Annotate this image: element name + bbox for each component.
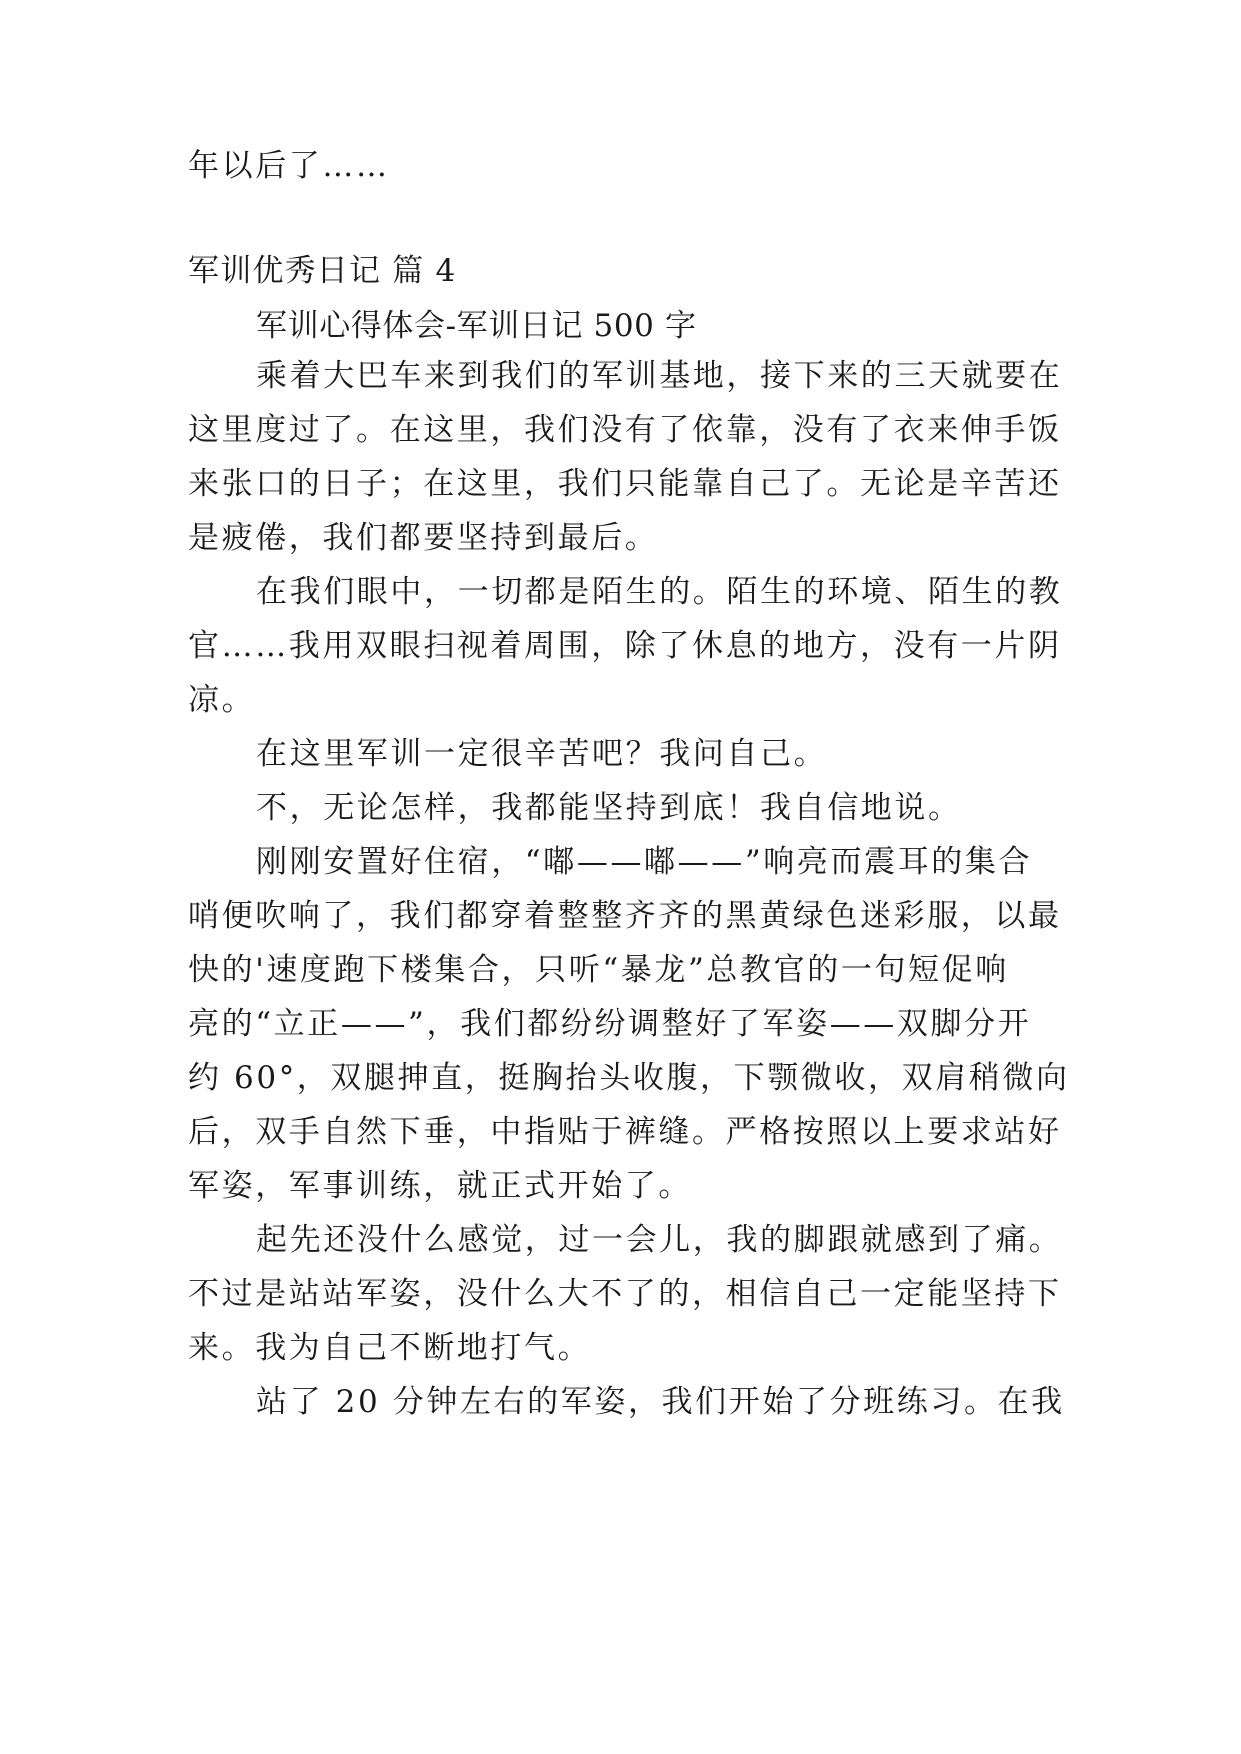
paragraph-line: 官……我用双眼扫视着周围，除了休息的地方，没有一片阴 <box>188 628 1062 664</box>
paragraph-line: 来。我为自己不断地打气。 <box>188 1330 592 1366</box>
paragraph-line: 约 60°，双腿抻直，挺胸抬头收腹，下颚微收，双肩稍微向 <box>188 1060 1070 1096</box>
continuation-line: 年以后了…… <box>188 148 390 184</box>
paragraph-line: 快的'速度跑下楼集合，只听“暴龙”总教官的一句短促响 <box>188 952 1009 988</box>
paragraph-line: 站了 20 分钟左右的军姿，我们开始了分班练习。在我 <box>256 1384 1065 1420</box>
paragraph-line: 是疲倦，我们都要坚持到最后。 <box>188 520 659 556</box>
paragraph-line: 不过是站站军姿，没什么大不了的，相信自己一定能坚持下 <box>188 1276 1062 1312</box>
paragraph-line: 乘着大巴车来到我们的军训基地，接下来的三天就要在 <box>256 358 1063 394</box>
paragraph-line: 在这里军训一定很辛苦吧？我问自己。 <box>256 736 828 772</box>
paragraph-line: 刚刚安置好住宿，“嘟——嘟——”响亮而震耳的集合 <box>256 844 1033 880</box>
section-subtitle: 军训心得体会-军训日记 500 字 <box>256 308 697 344</box>
paragraph-line: 后，双手自然下垂，中指贴于裤缝。严格按照以上要求站好 <box>188 1114 1062 1150</box>
paragraph-line: 起先还没什么感觉，过一会儿，我的脚跟就感到了痛。 <box>256 1222 1063 1258</box>
section-title: 军训优秀日记 篇 4 <box>188 253 457 289</box>
paragraph-line: 军姿，军事训练，就正式开始了。 <box>188 1168 692 1204</box>
paragraph-line: 哨便吹响了，我们都穿着整整齐齐的黑黄绿色迷彩服，以最 <box>188 898 1062 934</box>
paragraph-line: 这里度过了。在这里，我们没有了依靠，没有了衣来伸手饭 <box>188 412 1062 448</box>
paragraph-line: 凉。 <box>188 682 256 718</box>
paragraph-line: 亮的“立正——”，我们都纷纷调整好了军姿——双脚分开 <box>188 1006 1032 1042</box>
paragraph-line: 不，无论怎样，我都能坚持到底！我自信地说。 <box>256 790 962 826</box>
paragraph-line: 来张口的日子；在这里，我们只能靠自己了。无论是辛苦还 <box>188 466 1062 502</box>
paragraph-line: 在我们眼中，一切都是陌生的。陌生的环境、陌生的教 <box>256 574 1063 610</box>
